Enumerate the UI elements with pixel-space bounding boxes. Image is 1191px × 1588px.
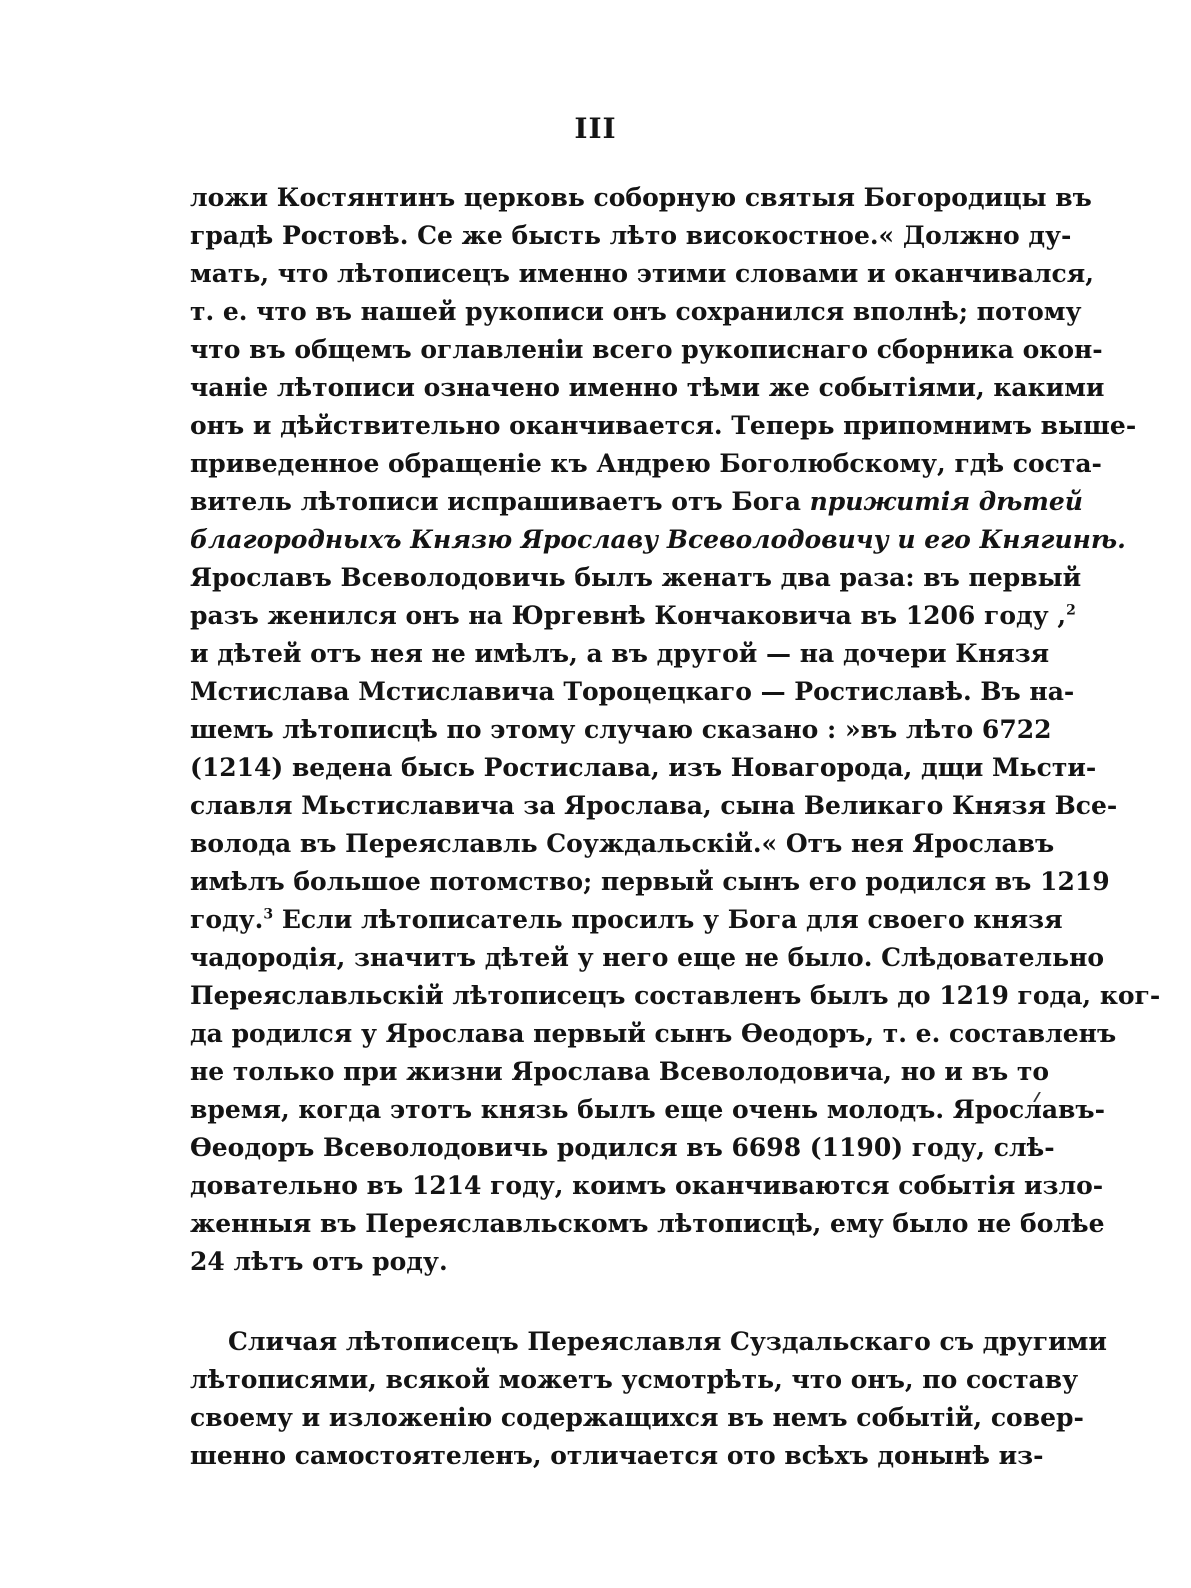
text-line: и дѣтей отъ нея не имѣлъ, а въ другой — на дочери Князя <box>190 639 1050 668</box>
italic-quote: благородныхъ Князю Ярославу Всеволодовичу и его Княгинѣ. <box>190 525 1126 554</box>
text-line <box>190 486 1083 518</box>
text-line: чаніе лѣтописи означено именно тѣми же событіями, какими <box>190 373 1105 402</box>
text-line: не только при жизни Ярослава Всеволодовича, но и въ то <box>190 1057 1050 1086</box>
text-line: волода въ Переяславль Соуждальскій.« Отъ нея Ярославъ <box>190 829 1055 858</box>
text-line: шемъ лѣтописцѣ по этому случаю сказано : »въ лѣто 6722 <box>190 715 1052 744</box>
text-line: лѣтописями, всякой можетъ усмотрѣть, что онъ, по составу <box>190 1365 1079 1394</box>
text-line: ложи Костянтинъ церковь соборную святыя Богородицы въ <box>190 183 1092 212</box>
text-line: (1214) ведена бысь Ростислава, изъ Новагорода, дщи Мьсти- <box>190 753 1097 782</box>
text-line: время, когда этотъ князь былъ еще очень молодъ. Ярославъ- <box>190 1095 1105 1124</box>
text-line: довательно въ 1214 году, коимъ оканчиваются событія изло- <box>190 1171 1104 1200</box>
text-line: да родился у Ярослава первый сынъ Ѳеодоръ, т. е. составленъ <box>190 1019 1117 1048</box>
text-line: т. е. что въ нашей рукописи онъ сохранился вполнѣ; потому <box>190 297 1082 326</box>
text-span: разъ женился онъ на Юргевнѣ Кончаковича въ 1206 году , <box>190 601 1067 630</box>
italic-quote: прижитія дѣтей <box>809 487 1083 516</box>
text-line <box>190 904 1063 936</box>
page-number: III <box>574 112 617 145</box>
text-line: Ярославъ Всеволодовичь былъ женатъ два раза: въ первый <box>190 563 1082 592</box>
text-span: витель лѣтописи испрашиваетъ отъ Бога <box>190 487 810 516</box>
text-line: чадородія, значитъ дѣтей у него еще не было. Слѣдовательно <box>190 943 1105 972</box>
text-span: году. <box>190 905 264 934</box>
text-line: градѣ Ростовѣ. Се же бысть лѣто високостное.« Должно ду- <box>190 221 1072 250</box>
text-line: шенно самостоятеленъ, отличается ото всѣхъ донынѣ из- <box>190 1441 1044 1470</box>
text-line: онъ и дѣйствительно оканчивается. Теперь припомнимъ выше- <box>190 411 1137 440</box>
text-line: Сличая лѣтописецъ Переяславля Суздальскаго съ другими <box>228 1327 1107 1356</box>
text-line: своему и изложенію содержащихся въ немъ событій, совер- <box>190 1403 1084 1432</box>
text-line: 24 лѣтъ отъ роду. <box>190 1247 448 1276</box>
text-line: женныя въ Переяславльскомъ лѣтописцѣ, ему было не болѣе <box>190 1209 1105 1238</box>
text-line <box>190 524 1126 556</box>
text-line: что въ общемъ оглавленіи всего рукописнаго сборника окон- <box>190 335 1103 364</box>
footnote-ref: 2 <box>1066 602 1076 619</box>
text-line: Ѳеодоръ Всеволодовичь родился въ 6698 (1190) году, слѣ- <box>190 1133 1055 1162</box>
text-line: Мстислава Мстиславича Тороцецкаго — Ростиславѣ. Въ на- <box>190 677 1075 706</box>
text-line: Переяславльскій лѣтописецъ составленъ былъ до 1219 года, ког- <box>190 981 1161 1010</box>
text-line: имѣлъ большое потомство; первый сынъ его родился въ 1219 <box>190 867 1110 896</box>
text-line: славля Мьстиславича за Ярослава, сына Великаго Князя Все- <box>190 791 1118 820</box>
footnote-ref: 3 <box>263 906 274 923</box>
text-span: Если лѣтописатель просилъ у Бога для своего князя <box>273 905 1063 934</box>
text-line: приведенное обращеніе къ Андрею Боголюбскому, гдѣ соста- <box>190 449 1102 478</box>
text-line: мать, что лѣтописецъ именно этими словами и оканчивался, <box>190 259 1094 288</box>
text-line <box>190 600 1076 632</box>
